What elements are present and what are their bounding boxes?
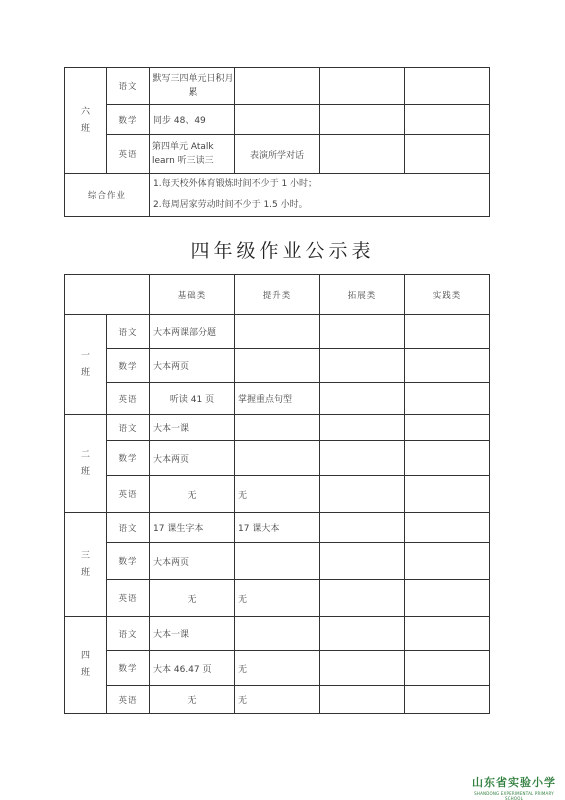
basic-cell: 大本两页	[150, 543, 235, 580]
expand-cell	[320, 513, 405, 543]
table-row	[65, 135, 490, 174]
practice-cell	[405, 135, 490, 174]
table-row	[65, 315, 490, 349]
class-name: 二班	[80, 449, 90, 477]
practice-cell	[405, 383, 490, 415]
advance-cell	[235, 441, 320, 476]
practice-cell	[405, 686, 490, 714]
advance-cell	[235, 415, 320, 441]
subject-cell: 数学	[107, 105, 150, 135]
expand-cell	[320, 580, 405, 617]
practice-cell	[405, 315, 490, 349]
comprehensive-line: 1.每天校外体育锻炼时间不少于 1 小时；	[153, 179, 318, 189]
header-expand: 拓展类	[320, 275, 405, 315]
expand-cell	[320, 686, 405, 714]
advance-cell: 无	[235, 651, 320, 686]
practice-cell	[405, 580, 490, 617]
header-row	[65, 275, 490, 315]
practice-cell	[405, 415, 490, 441]
expand-cell	[320, 651, 405, 686]
practice-cell	[405, 68, 490, 105]
page-title: 四年级作业公示表	[190, 240, 375, 262]
practice-cell	[405, 476, 490, 513]
practice-cell	[405, 105, 490, 135]
table-row	[65, 349, 490, 383]
basic-cell: 17 课生字本	[150, 513, 235, 543]
practice-cell	[405, 441, 490, 476]
expand-cell	[320, 349, 405, 383]
practice-cell	[405, 617, 490, 651]
header-basic: 基础类	[150, 275, 235, 315]
table-row	[65, 105, 490, 135]
expand-cell	[320, 315, 405, 349]
advance-cell	[235, 617, 320, 651]
expand-cell	[320, 617, 405, 651]
subject-cell: 数学	[107, 651, 150, 686]
table-row	[65, 617, 490, 651]
school-logo-text: 山东省实验小学	[472, 776, 556, 789]
advance-cell	[235, 349, 320, 383]
table-row	[65, 686, 490, 714]
advance-cell: 无	[235, 686, 320, 714]
expand-cell	[320, 383, 405, 415]
basic-cell: 无	[150, 580, 235, 617]
class-name: 三班	[80, 550, 90, 578]
basic-cell: 大本 46.47 页	[150, 651, 235, 686]
advance-cell: 无	[235, 580, 320, 617]
advance-cell: 17 课大本	[235, 513, 320, 543]
school-logo-subtext: SHANDONG EXPERIMENTAL PRIMARY SCHOOL	[474, 791, 554, 800]
practice-cell	[405, 349, 490, 383]
class-label	[65, 513, 107, 617]
basic-cell: 无	[150, 476, 235, 513]
subject-cell: 数学	[107, 349, 150, 383]
basic-cell: 无	[150, 686, 235, 714]
expand-cell	[320, 476, 405, 513]
table-row	[65, 415, 490, 441]
class-name: 一班	[80, 350, 90, 378]
expand-cell	[320, 441, 405, 476]
subject-cell: 语文	[107, 617, 150, 651]
subject-cell: 语文	[107, 513, 150, 543]
comprehensive-line: 2.每周居家劳动时间不少于 1.5 小时。	[153, 200, 308, 210]
expand-cell	[320, 135, 405, 174]
subject-cell: 英语	[107, 383, 150, 415]
basic-cell: 大本一课	[150, 415, 235, 441]
subject-cell: 语文	[107, 68, 150, 105]
header-practice: 实践类	[405, 275, 490, 315]
advance-cell	[235, 105, 320, 135]
advance-cell: 无	[235, 476, 320, 513]
subject-cell: 数学	[107, 441, 150, 476]
header-advance: 提升类	[235, 275, 320, 315]
subject-cell: 英语	[107, 476, 150, 513]
top-homework-table	[64, 67, 490, 217]
table-row	[65, 476, 490, 513]
advance-cell	[235, 315, 320, 349]
subject-cell: 英语	[107, 135, 150, 174]
advance-cell	[235, 68, 320, 105]
table-row	[65, 580, 490, 617]
subject-cell: 数学	[107, 543, 150, 580]
table-row	[65, 383, 490, 415]
practice-cell	[405, 543, 490, 580]
class-name: 四班	[80, 651, 90, 678]
basic-cell: 默写三四单元日积月累	[150, 68, 235, 105]
subject-cell: 语文	[107, 415, 150, 441]
class-label	[65, 315, 107, 415]
basic-cell: 大本两页	[150, 349, 235, 383]
practice-cell	[405, 651, 490, 686]
practice-cell	[405, 513, 490, 543]
advance-cell: 表演所学对话	[235, 135, 320, 174]
basic-cell: 听读 41 页	[150, 383, 235, 415]
comprehensive-content	[150, 174, 490, 217]
basic-cell: 大本两课部分题	[150, 315, 235, 349]
table-row	[65, 68, 490, 105]
advance-cell	[235, 543, 320, 580]
class-label	[65, 617, 107, 714]
table-row	[65, 441, 490, 476]
basic-cell: 第四单元 Atalk learn 听三读三	[150, 135, 235, 174]
class-label	[65, 68, 107, 174]
grade4-homework-table	[64, 274, 490, 714]
table-row	[65, 543, 490, 580]
expand-cell	[320, 415, 405, 441]
class-label	[65, 415, 107, 513]
expand-cell	[320, 543, 405, 580]
class-name: 六班	[80, 106, 90, 134]
expand-cell	[320, 68, 405, 105]
comprehensive-label: 综合作业	[65, 174, 150, 217]
school-logo	[468, 774, 560, 800]
table-row	[65, 651, 490, 686]
advance-cell: 掌握重点句型	[235, 383, 320, 415]
table-row	[65, 174, 490, 217]
basic-cell: 大本两页	[150, 441, 235, 476]
table-row	[65, 513, 490, 543]
header-empty-cell	[65, 275, 150, 315]
expand-cell	[320, 105, 405, 135]
basic-cell: 同步 48、49	[150, 105, 235, 135]
basic-cell: 大本一课	[150, 617, 235, 651]
subject-cell: 英语	[107, 580, 150, 617]
subject-cell: 语文	[107, 315, 150, 349]
subject-cell: 英语	[107, 686, 150, 714]
